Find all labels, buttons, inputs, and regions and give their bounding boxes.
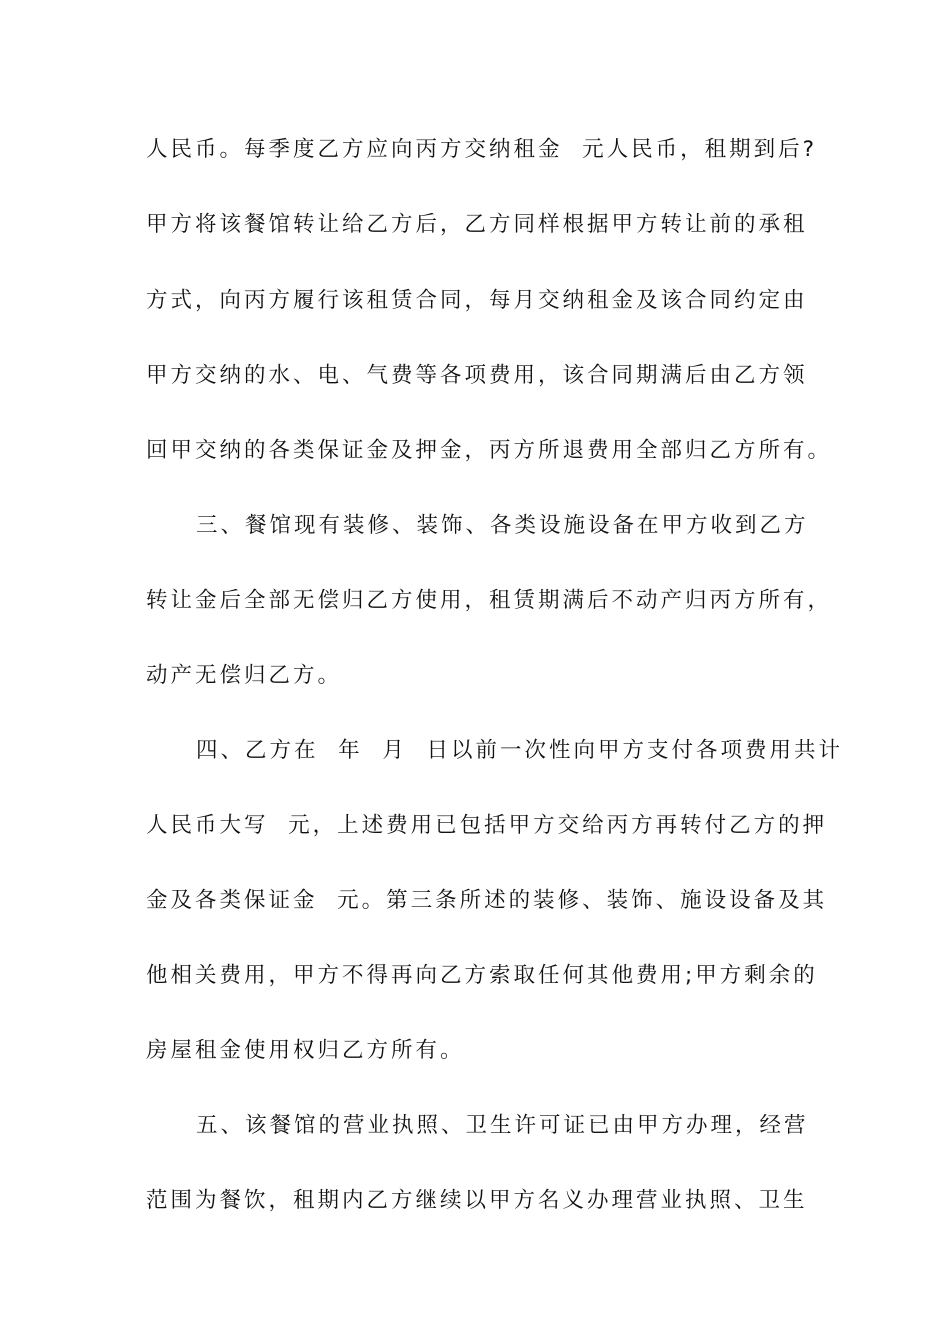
text-line: 甲方交纳的水、电、气费等各项费用，该合同期满后由乙方领 xyxy=(146,363,808,388)
text-line: 转让金后全部无偿归乙方使用，租赁期满后不动产归丙方所有， xyxy=(146,588,833,613)
text-line: 他相关费用，甲方不得再向乙方索取任何其他费用;甲方剩余的 xyxy=(146,963,818,988)
text-line: 三、餐馆现有装修、装饰、各类设施设备在甲方收到乙方 xyxy=(196,513,809,538)
text-line: 动产无偿归乙方。 xyxy=(146,663,343,688)
text-line: 甲方将该餐馆转让给乙方后，乙方同样根据甲方转让前的承租 xyxy=(146,212,808,237)
text-line: 房屋租金使用权归乙方所有。 xyxy=(146,1038,465,1063)
text-line: 四、乙方在 年 月 日以前一次性向甲方支付各项费用共计 xyxy=(196,738,844,763)
text-line: 方式，向丙方履行该租赁合同，每月交纳租金及该合同约定由 xyxy=(146,288,808,313)
text-line: 人民币大写 元，上述费用已包括甲方交给丙方再转付乙方的押 xyxy=(146,813,828,838)
text-line: 回甲交纳的各类保证金及押金，丙方所退费用全部归乙方所有。 xyxy=(146,438,833,463)
text-line: 五、该餐馆的营业执照、卫生许可证已由甲方办理，经营 xyxy=(196,1113,809,1138)
text-line: 人民币。每季度乙方应向丙方交纳租金 元人民币，租期到后? xyxy=(146,137,818,162)
text-line: 范围为餐饮，租期内乙方继续以甲方名义办理营业执照、卫生 xyxy=(146,1188,808,1213)
text-line: 金及各类保证金 元。第三条所述的装修、装饰、施设设备及其 xyxy=(146,888,828,913)
